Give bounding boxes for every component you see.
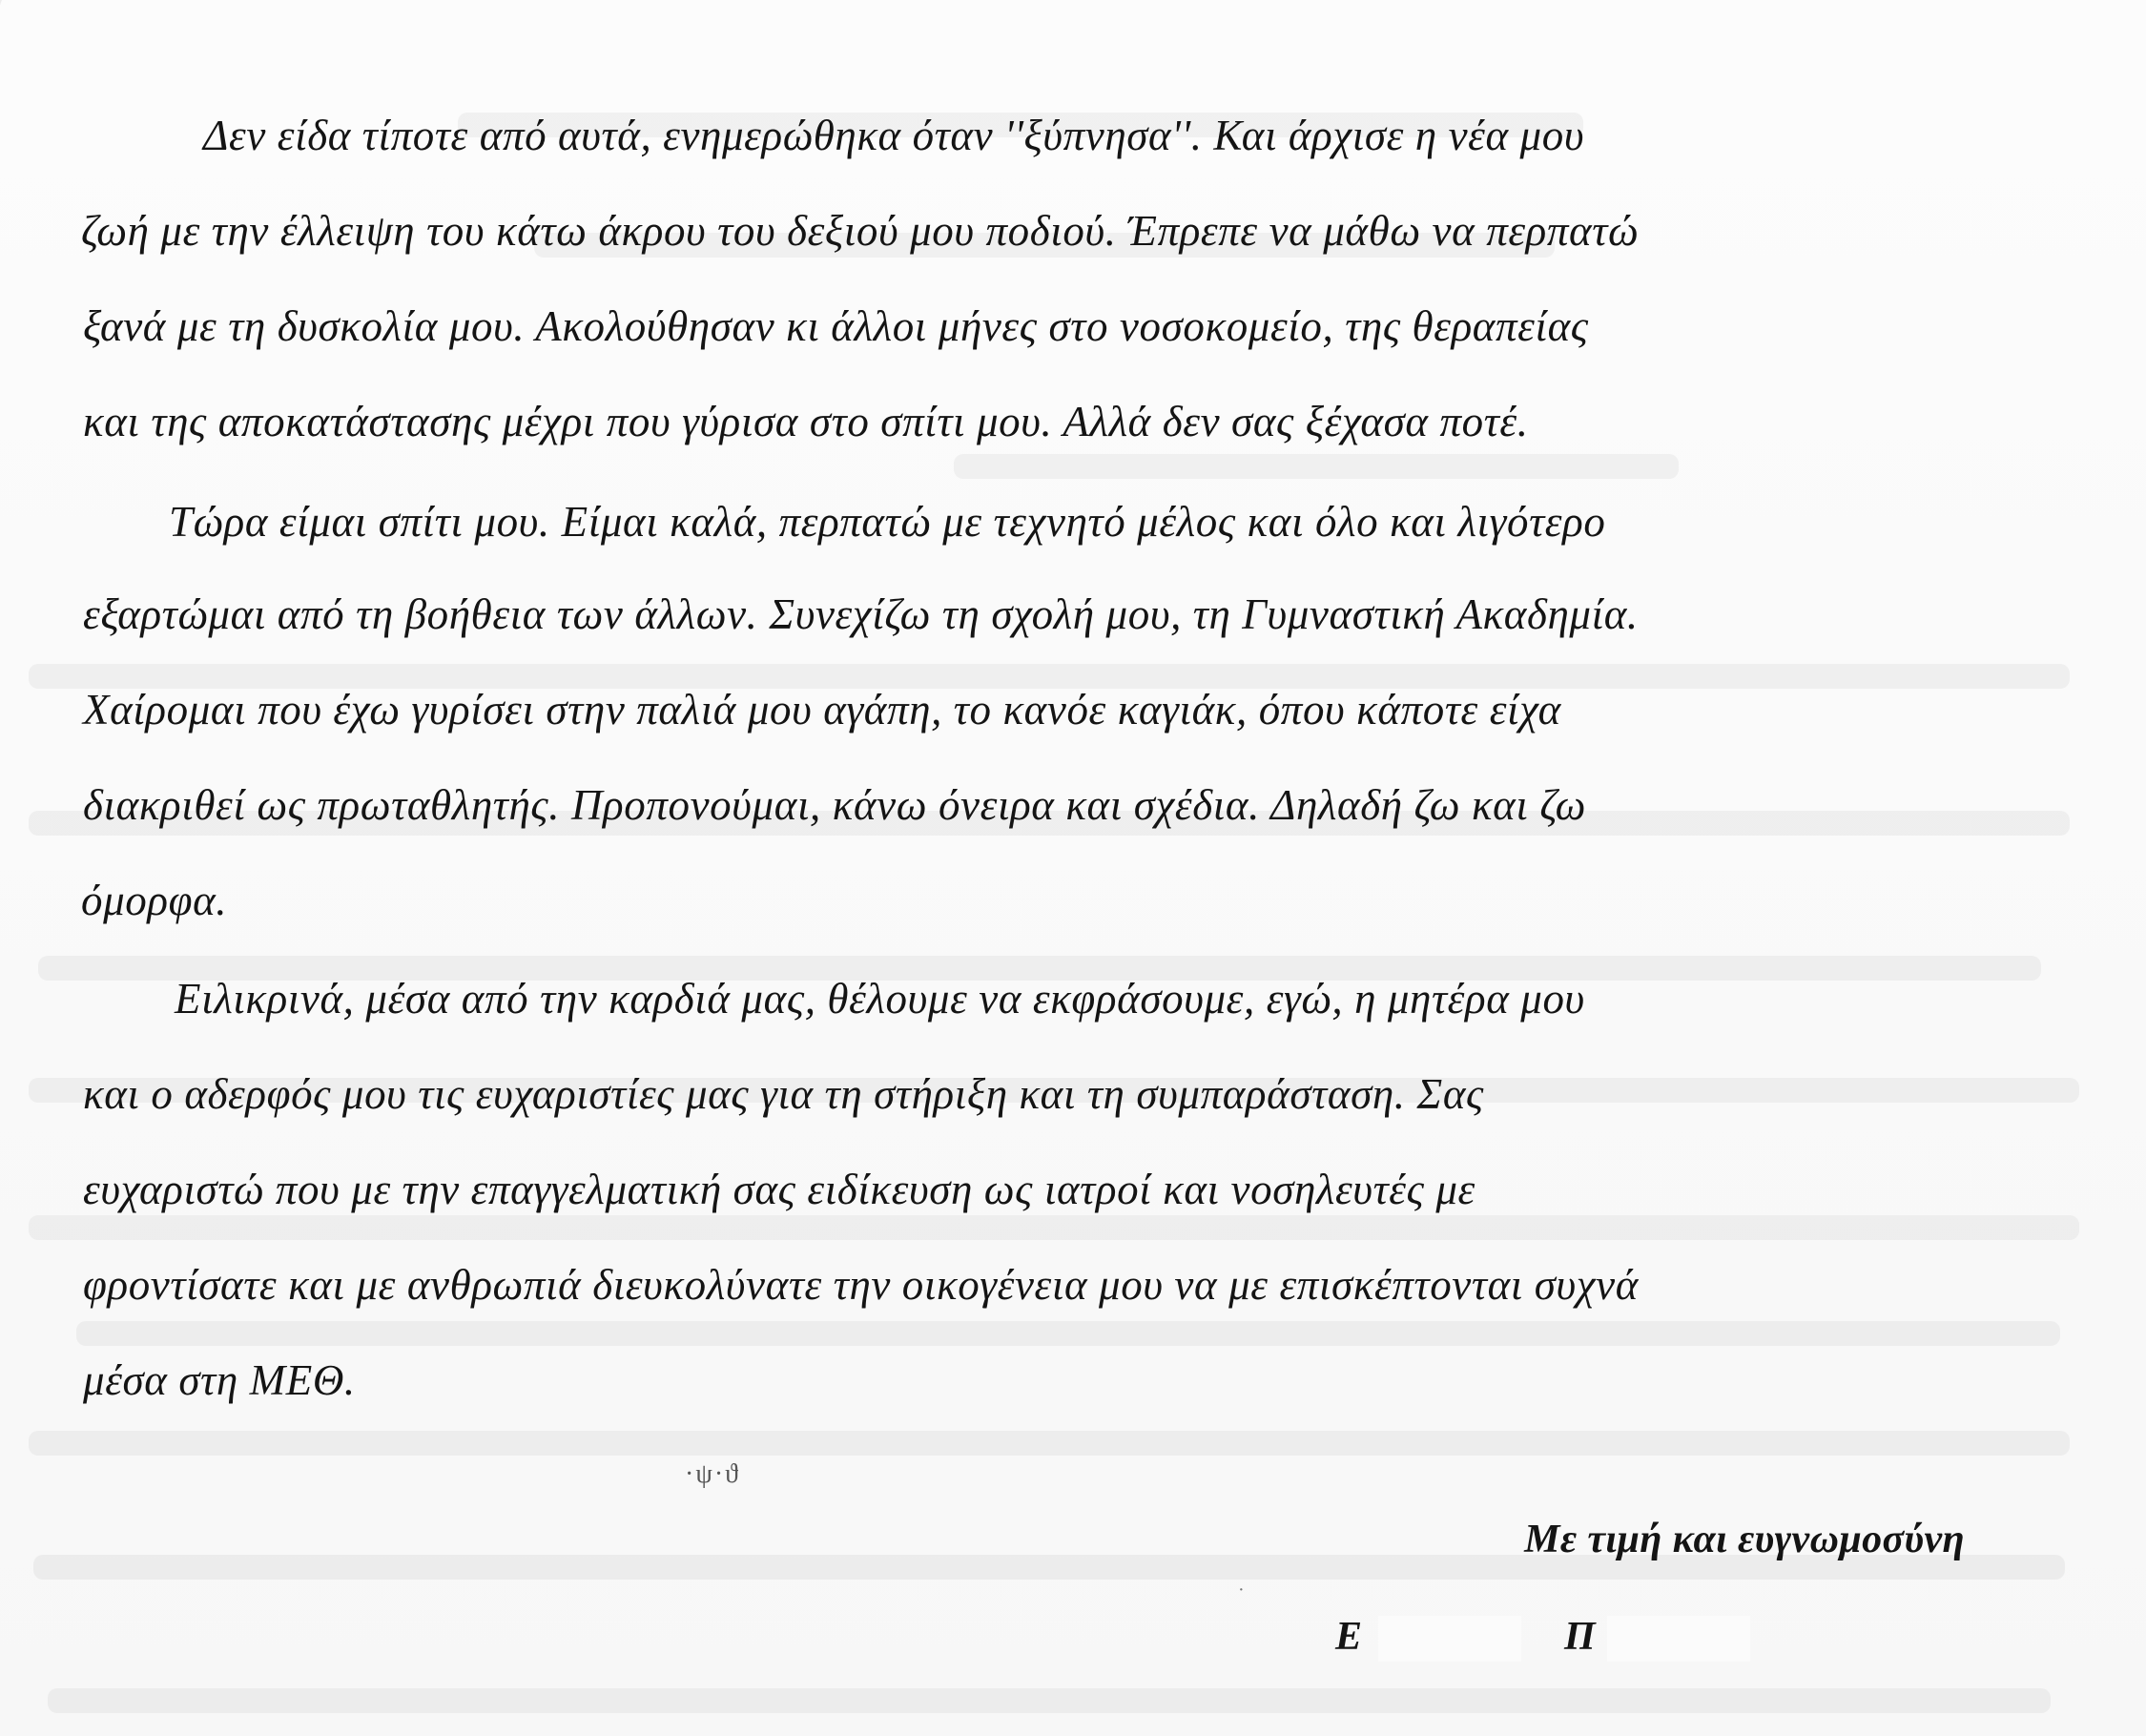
ghost-line-9 (76, 1321, 2060, 1346)
redaction-block-left (1378, 1616, 1521, 1662)
signature-initial-left: Ε (1335, 1615, 1363, 1659)
signature-initial-right: Π (1564, 1615, 1596, 1659)
letter-line-7: Χαίρομαι που έχω γυρίσει στην παλιά μου αγάπη, το κανόε καγιάκ, όπου κάποτε είχα (83, 686, 1561, 734)
letter-line-9: όμορφα. (81, 877, 228, 924)
letter-line-6: εξαρτώμαι από τη βοήθεια των άλλων. Συνεχίζω τη σχολή μου, τη Γυμναστική Ακαδημία. (83, 590, 1639, 638)
letter-line-8: διακριθεί ως πρωταθλητής. Προπονούμαι, κάνω όνειρα και σχέδια. Δηλαδή ζω και ζω (83, 781, 1586, 829)
letter-line-3: ξανά με τη δυσκολία μου. Ακολούθησαν κι άλλοι μήνες στο νοσοκομείο, της θεραπείας (83, 302, 1589, 350)
letter-line-11: και ο αδερφός μου τις ευχαριστίες μας για τη στήριξη και τη συμπαράσταση. Σας (83, 1070, 1484, 1118)
letter-line-14: μέσα στη ΜΕΘ. (83, 1356, 356, 1404)
small-dot-mark: · (1238, 1580, 1245, 1601)
letter-line-2: ζωή με την έλλειψη του κάτω άκρου του δεξιού μου ποδιού. Έπρεπε να μάθω να περπατώ (81, 207, 1639, 255)
signoff-text: Με τιμή και ευγνωμοσύνη (1524, 1518, 1965, 1561)
letter-line-4: και της αποκατάστασης μέχρι που γύρισα στο σπίτι μου. Αλλά δεν σας ξέχασα ποτέ. (83, 398, 1529, 445)
ghost-line-10 (29, 1431, 2070, 1456)
ghost-line-3 (954, 454, 1679, 479)
letter-line-13: φροντίσατε και με ανθρωπιά διευκολύνατε την οικογένεια μου να με επισκέπτονται συχνά (83, 1261, 1639, 1309)
redacted-signature (1335, 1614, 1784, 1669)
small-ink-mark: ·ψ·ϑ (685, 1459, 741, 1489)
letter-line-10: Ειλικρινά, μέσα από την καρδιά μας, θέλουμε να εκφράσουμε, εγώ, η μητέρα μου (175, 975, 1585, 1023)
letter-line-12: ευχαριστώ που με την επαγγελματική σας ειδίκευση ως ιατροί και νοσηλευτές με (83, 1166, 1475, 1213)
letter-line-1: Δεν είδα τίποτε από αυτά, ενημερώθηκα όταν ''ξύπνησα''. Και άρχισε η νέα μου (203, 112, 1585, 159)
letter-line-5: Τώρα είμαι σπίτι μου. Είμαι καλά, περπατώ με τεχνητό μέλος και όλο και λιγότερο (169, 498, 1606, 546)
redaction-block-right (1607, 1616, 1750, 1662)
ghost-line-8 (29, 1215, 2079, 1240)
ghost-line-12 (48, 1688, 2051, 1713)
